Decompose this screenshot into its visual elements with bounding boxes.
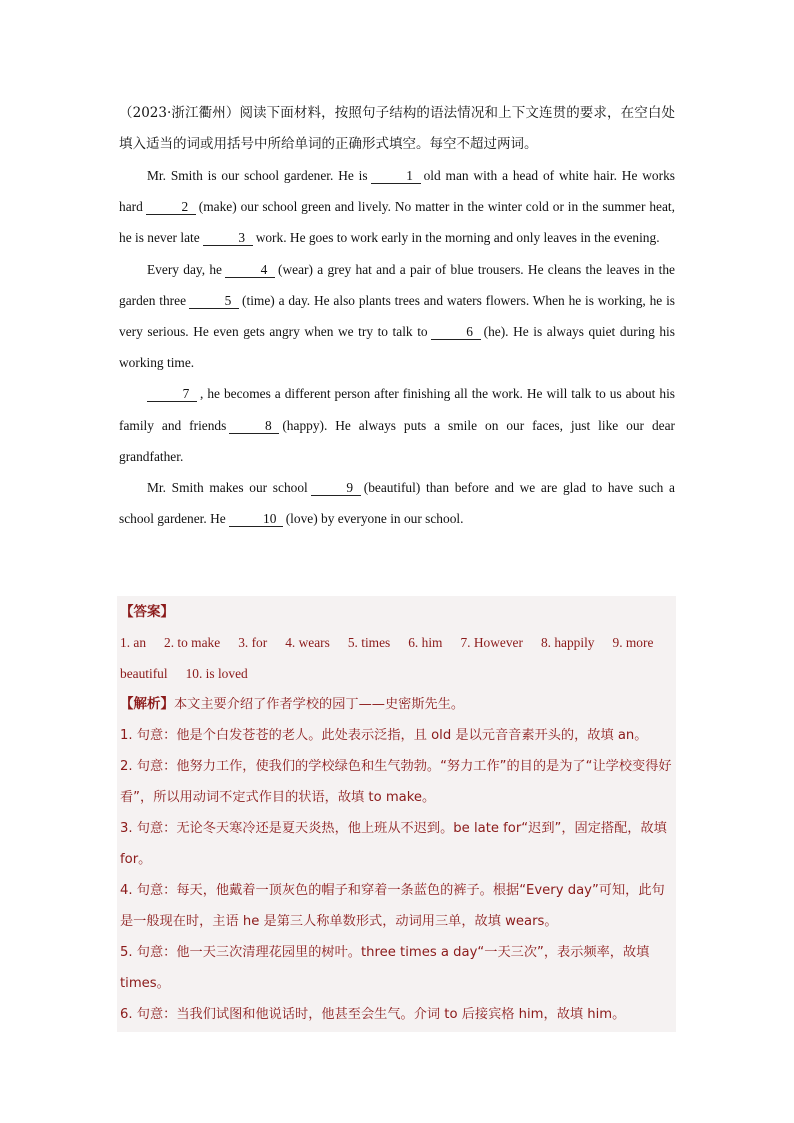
passage-paragraph-4: Mr. Smith makes our school 9 (beautiful) than before and we are glad to have such a school gardener. He 10 (love) by everyone in our school.: [119, 480, 675, 527]
blank-8[interactable]: 8: [229, 419, 279, 434]
analysis-summary: 【解析】本文主要介绍了作者学校的园丁——史密斯先生。: [120, 696, 465, 712]
instructions: （2023·浙江衢州）阅读下面材料，按照句子结构的语法情况和上下文连贯的要求，在空白处填入适当的词或用括号中所给单词的正确形式填空。每空不超过两词。: [119, 105, 675, 152]
exercise-section: [119, 98, 675, 534]
blank-3[interactable]: 3: [203, 231, 253, 246]
answer-item: 6. him: [408, 635, 443, 650]
analysis-line-2: 2. 句意：他努力工作，使我们的学校绿色和生气勃勃。“努力工作”的目的是为了“让学校变得好看”，所以用动词不定式作目的状语，故填 to make。: [120, 759, 672, 805]
answer-item: 5. times: [347, 635, 391, 650]
answer-list: [120, 627, 673, 689]
passage-paragraph-3: 7 , he becomes a different person after finishing all the work. He will talk to us about his family and friends 8 (happy). He always puts a smile on our faces, just like our dear grandfather.: [119, 386, 675, 464]
answer-item: 8. happily: [540, 635, 595, 650]
blank-10[interactable]: 10: [229, 512, 283, 527]
blank-6[interactable]: 6: [431, 325, 481, 340]
analysis-line-5: 5. 句意：他一天三次清理花园里的树叶。three times a day“一天三次”，表示频率，故填 times。: [120, 945, 650, 991]
answer-panel: [117, 596, 676, 1032]
answer-item: 9. more beautiful: [120, 635, 654, 681]
answer-item: 7. However: [460, 635, 523, 650]
blank-4[interactable]: 4: [225, 263, 275, 278]
analysis-line-3: 3. 句意：无论冬天寒冷还是夏天炎热，他上班从不迟到。be late for“迟到”，固定搭配，故填 for。: [120, 821, 667, 867]
analysis-line-4: 4. 句意：每天，他戴着一顶灰色的帽子和穿着一条蓝色的裤子。根据“Every day”可知，此句是一般现在时，主语 he 是第三人称单数形式，动词用三单，故填 wears。: [120, 883, 665, 929]
answer-heading: 【答案】: [120, 604, 174, 620]
passage-paragraph-2: Every day, he 4 (wear) a grey hat and a pair of blue trousers. He cleans the leaves in the garden three 5 (time) a day. He also plants trees and waters flowers. When he is working, he is very serious. He even gets angry when we try to talk to 6 (he). He is always quiet during his working time.: [119, 261, 675, 371]
analysis-line-1: 1. 句意：他是个白发苍苍的老人。此处表示泛指，且 old 是以元音音素开头的，故填 an。: [120, 728, 648, 743]
answer-item: 4. wears: [285, 635, 330, 650]
blank-7[interactable]: 7: [147, 387, 197, 402]
analysis-section: [120, 689, 673, 1030]
blank-2[interactable]: 2: [146, 200, 196, 215]
blank-5[interactable]: 5: [189, 294, 239, 309]
answer-item: 10. is loved: [185, 666, 248, 681]
answer-item: 2. to make: [164, 635, 221, 650]
blank-1[interactable]: 1: [371, 169, 421, 184]
answer-item: 3. for: [238, 635, 268, 650]
answer-item: 1. an: [120, 635, 147, 650]
analysis-line-6: 6. 句意：当我们试图和他说话时，他甚至会生气。介词 to 后接宾格 him，故填 him。: [120, 1007, 626, 1022]
blank-9[interactable]: 9: [311, 481, 361, 496]
passage-paragraph-1: Mr. Smith is our school gardener. He is 1 old man with a head of white hair. He works hard 2 (make) our school green and lively. No matter in the winter cold or in the summer heat, he is never late 3 work. He goes to work early in the morning and only leaves in the evening.: [119, 168, 675, 246]
